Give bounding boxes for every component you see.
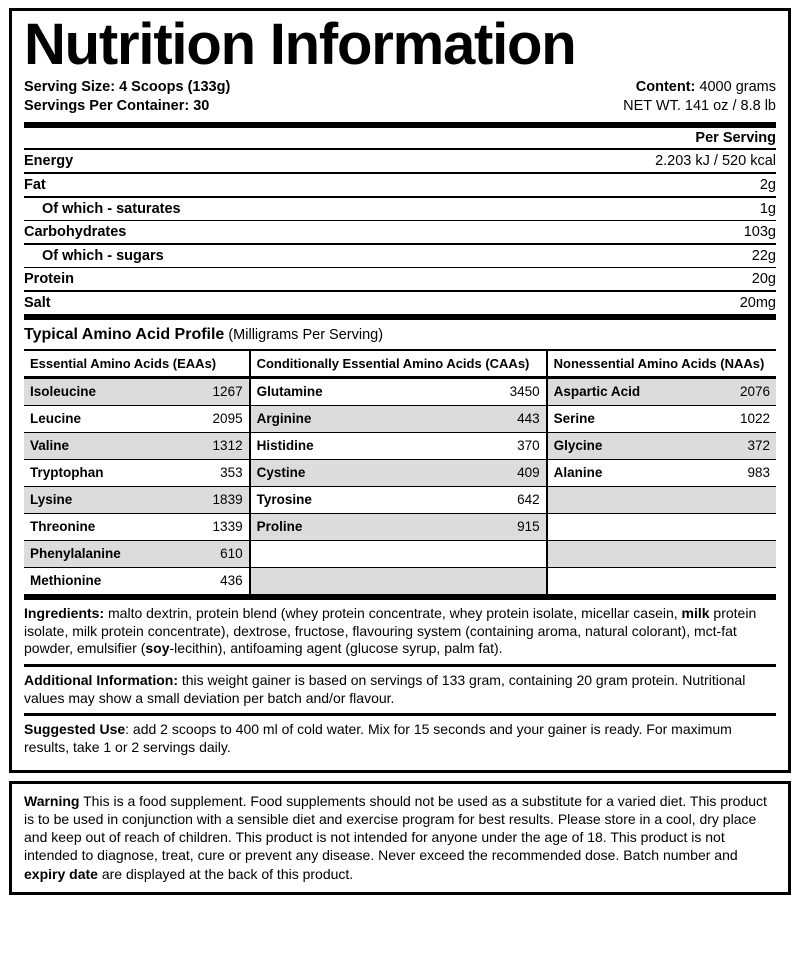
amino-col1-header: Essential Amino Acids (EAAs) (24, 350, 250, 378)
nutrition-header-blank (24, 128, 448, 149)
nutrition-table (24, 128, 776, 314)
amino-value: 915 (517, 519, 540, 535)
amino-cell-naa (547, 567, 776, 594)
warning-panel (9, 781, 791, 894)
amino-name: Alanine (553, 465, 603, 481)
amino-cell-body (548, 379, 776, 405)
amino-name: Serine (553, 411, 595, 427)
amino-header-row (24, 350, 776, 378)
amino-cell-body (548, 541, 776, 567)
warning-text-2: are displayed at the back of this product. (97, 865, 354, 882)
net-weight: NET WT. 141 oz / 8.8 lb (623, 98, 776, 115)
amino-cell-caa (250, 486, 547, 513)
amino-cell-eaa (24, 540, 250, 567)
amino-cell-naa (547, 486, 776, 513)
ingredients-text-2: protein isolate, milk protein concentrate), dextrose, fructose, flavouring system (containing aroma, natural colorant), mct-fat powder, emulsifier ( (24, 604, 757, 657)
amino-value: 983 (747, 465, 770, 481)
amino-cell-eaa (24, 513, 250, 540)
nutrition-row-value: 20mg (739, 294, 776, 311)
amino-cell-body (548, 487, 776, 513)
amino-cell-naa (547, 377, 776, 405)
amino-name: Proline (256, 519, 303, 535)
amino-cell-body (251, 433, 546, 459)
amino-cell-caa (250, 459, 547, 486)
amino-value: 1839 (212, 492, 243, 508)
nutrition-row (24, 291, 776, 314)
additional-information-label: Additional Information: (24, 671, 178, 688)
amino-cell-body (548, 460, 776, 486)
amino-cell-caa (250, 377, 547, 405)
ingredients-paragraph (24, 600, 776, 664)
ingredients-allergen-soy: soy (145, 640, 170, 657)
amino-cell-caa (250, 513, 547, 540)
amino-table-head (24, 350, 776, 378)
amino-cell-eaa (24, 486, 250, 513)
amino-cell-body (548, 406, 776, 432)
warning-expiry-date: expiry date (24, 865, 98, 882)
nutrition-row-name: Of which - sugars (24, 244, 448, 268)
amino-cell-body (24, 379, 249, 405)
amino-value: 2095 (212, 411, 243, 427)
amino-name: Tryptophan (30, 465, 104, 481)
nutrition-row-name: Fat (24, 173, 448, 197)
amino-name: Isoleucine (30, 384, 97, 400)
nutrition-row (24, 197, 776, 221)
content-line (623, 78, 776, 98)
amino-cell-naa (547, 459, 776, 486)
amino-cell-caa (250, 432, 547, 459)
nutrition-row (24, 244, 776, 268)
content-label: Content: (635, 78, 696, 95)
amino-cell-body (24, 514, 249, 540)
amino-cell-body (24, 433, 249, 459)
amino-profile-heading-main: Typical Amino Acid Profile (24, 325, 225, 343)
nutrition-row (24, 173, 776, 197)
amino-profile-heading-sub: (Milligrams Per Serving) (224, 326, 384, 343)
amino-cell-body (548, 514, 776, 540)
amino-name: Leucine (30, 411, 82, 427)
amino-col3-header: Nonessential Amino Acids (NAAs) (547, 350, 776, 378)
amino-cell-body (24, 406, 249, 432)
nutrition-row-name: Energy (24, 149, 448, 173)
amino-table-row (24, 486, 776, 513)
amino-name: Phenylalanine (30, 546, 121, 562)
ingredients-text-3: -lecithin), antifoaming agent (glucose syrup, palm fat). (169, 640, 503, 657)
nutrition-row (24, 149, 776, 173)
suggested-use-paragraph (24, 716, 776, 763)
amino-cell-body (24, 487, 249, 513)
amino-name: Methionine (30, 573, 102, 589)
amino-name: Aspartic Acid (553, 384, 641, 400)
suggested-use-text: : add 2 scoops to 400 ml of cold water. Mix for 15 seconds and your gainer is ready. For maximum results, take 1 or 2 servings daily. (24, 720, 732, 755)
warning-text-1: This is a food supplement. Food supplements should not be used as a substitute for a varied diet. This product is to be used in conjunction with a sensible diet and exercise program for best results. Please store in a cool, dry place and keep out of reach of children. This product is not intended for anyone under the age of 18. This product is not intended to diagnose, treat, cure or prevent any disease. Never exceed the recommended dose. Batch number and (24, 793, 767, 864)
amino-table-row (24, 459, 776, 486)
serving-left-block (24, 78, 230, 117)
nutrition-row-name: Carbohydrates (24, 220, 448, 244)
amino-name: Cystine (256, 465, 306, 481)
amino-cell-eaa (24, 432, 250, 459)
amino-value: 1022 (739, 411, 770, 427)
amino-cell-body (251, 460, 546, 486)
amino-cell-body (24, 541, 249, 567)
nutrition-row-value: 22g (448, 244, 776, 268)
amino-cell-body (251, 406, 546, 432)
amino-cell-body (251, 379, 546, 405)
amino-table-row (24, 567, 776, 594)
amino-cell-body (251, 487, 546, 513)
nutrition-header-row (24, 128, 776, 149)
nutrition-row (24, 267, 776, 291)
amino-name: Glutamine (256, 384, 323, 400)
serving-size-label: Serving Size: (24, 78, 116, 95)
nutrition-row-value: 20g (448, 267, 776, 291)
additional-information-paragraph (24, 667, 776, 714)
amino-acid-table (24, 349, 776, 594)
amino-cell-body (24, 460, 249, 486)
amino-table-row (24, 405, 776, 432)
serving-size-value: 4 Scoops (133g) (115, 78, 231, 95)
amino-name: Arginine (256, 411, 312, 427)
amino-name: Tyrosine (256, 492, 312, 508)
nutrition-rows (24, 149, 776, 314)
amino-value: 353 (220, 465, 243, 481)
amino-value: 1312 (212, 438, 243, 454)
servings-per-container-line (24, 97, 230, 117)
amino-value: 3450 (509, 384, 540, 400)
serving-header (24, 78, 776, 122)
amino-table-row (24, 377, 776, 405)
amino-value: 610 (220, 546, 243, 562)
suggested-use-label: Suggested Use (24, 720, 126, 737)
amino-value: 370 (517, 438, 540, 454)
amino-profile-heading (24, 320, 776, 349)
amino-value: 1267 (212, 384, 243, 400)
warning-label: Warning (24, 793, 80, 810)
nutrition-row-name: Protein (24, 267, 448, 291)
nutrition-table-body (24, 128, 776, 149)
amino-cell-body (251, 568, 546, 594)
amino-name: Lysine (30, 492, 73, 508)
amino-cell-eaa (24, 377, 250, 405)
amino-cell-body (548, 433, 776, 459)
amino-value: 642 (517, 492, 540, 508)
nutrition-row-value: 2g (448, 173, 776, 197)
warning-paragraph (24, 792, 776, 882)
amino-value: 2076 (739, 384, 770, 400)
amino-cell-body (251, 514, 546, 540)
amino-table-body (24, 377, 776, 594)
additional-information-text: this weight gainer is based on servings of 133 gram, containing 20 gram protein. Nutritional values may show a small deviation per batch and/or flavour. (24, 671, 746, 706)
amino-value: 1339 (212, 519, 243, 535)
amino-name: Valine (30, 438, 70, 454)
content-value: 4000 grams (695, 78, 776, 95)
amino-cell-caa (250, 540, 547, 567)
nutrition-row-name: Salt (24, 294, 51, 311)
amino-value: 436 (220, 573, 243, 589)
amino-cell-naa (547, 432, 776, 459)
amino-table-row (24, 513, 776, 540)
nutrition-row-name: Of which - saturates (24, 197, 448, 221)
nutrition-row-value: 1g (448, 197, 776, 221)
ingredients-label: Ingredients: (24, 604, 105, 621)
amino-cell-eaa (24, 405, 250, 432)
amino-cell-caa (250, 405, 547, 432)
ingredients-text-1: malto dextrin, protein blend (whey protein concentrate, whey protein isolate, micellar casein, (104, 604, 682, 621)
amino-cell-eaa (24, 567, 250, 594)
main-panel (9, 8, 791, 773)
amino-name: Glycine (553, 438, 603, 454)
amino-table-row (24, 432, 776, 459)
servings-per-container-value: 30 (189, 98, 210, 115)
amino-col2-header: Conditionally Essential Amino Acids (CAAs) (250, 350, 547, 378)
nutrition-row (24, 220, 776, 244)
amino-cell-naa (547, 513, 776, 540)
amino-name: Histidine (256, 438, 314, 454)
serving-right-block (623, 78, 776, 117)
amino-cell-body (251, 541, 546, 567)
amino-cell-caa (250, 567, 547, 594)
amino-cell-body (24, 568, 249, 594)
ingredients-allergen-milk: milk (681, 604, 710, 621)
page-title: Nutrition Information (24, 12, 576, 77)
nutrition-row-value: 2.203 kJ / 520 kcal (448, 149, 776, 173)
amino-value: 372 (747, 438, 770, 454)
per-serving-header: Per Serving (448, 128, 776, 149)
serving-size-line (24, 78, 230, 98)
amino-name: Threonine (30, 519, 96, 535)
amino-cell-naa (547, 540, 776, 567)
amino-value: 443 (517, 411, 540, 427)
amino-cell-naa (547, 405, 776, 432)
amino-cell-body (548, 568, 776, 594)
nutrition-row-value: 103g (448, 220, 776, 244)
amino-value: 409 (517, 465, 540, 481)
amino-table-row (24, 540, 776, 567)
servings-per-container-label: Servings Per Container: (24, 98, 190, 115)
amino-cell-eaa (24, 459, 250, 486)
